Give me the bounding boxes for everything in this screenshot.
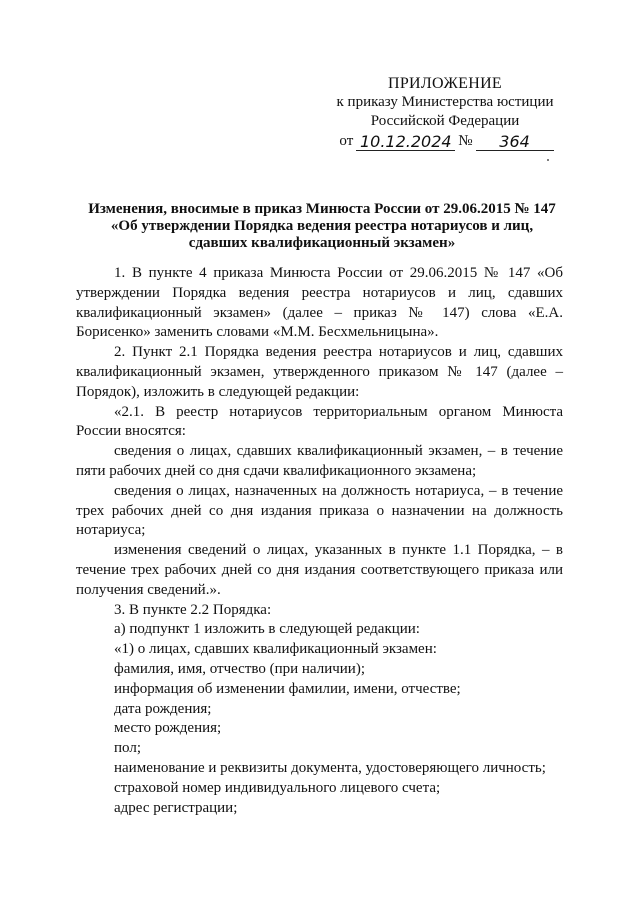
paragraph: изменения сведений о лицах, указанных в пункте 1.1 Порядка, – в течение трех рабочих дней со дня издания соответствующего приказа или получения сведений.».: [76, 542, 563, 598]
paragraph: сведения о лицах, назначенных на должность нотариуса, – в течение трех рабочих дней со дня издания приказа о назначении на должность нотариуса;: [76, 482, 563, 539]
scan-speck: [547, 159, 549, 161]
heading-line-2: «Об утверждении Порядка ведения реестра нотариусов и лиц,: [110, 218, 534, 234]
number-label: №: [458, 133, 473, 149]
paragraph: фамилия, имя, отчество (при наличии);: [114, 660, 365, 677]
heading-line-1: Изменения, вносимые в приказ Минюста России от 29.06.2015 № 147: [88, 201, 556, 217]
paragraph: место рождения;: [114, 720, 222, 737]
paragraph: «1) о лицах, сдавших квалификационный экзамен:: [114, 641, 437, 658]
document-heading: [76, 201, 568, 252]
heading-line-3: сдавших квалификационный экзамен»: [188, 235, 456, 251]
order-number: 364: [476, 133, 554, 151]
appendix-order-line: к приказу Министерства юстиции: [336, 94, 554, 110]
appendix-block: [330, 74, 560, 151]
appendix-title: ПРИЛОЖЕНИЕ: [387, 75, 502, 92]
paragraph: сведения о лицах, сдавших квалификационный экзамен, – в течение пяти рабочих дней со дня сдачи квалификационного экзамена;: [76, 443, 563, 479]
appendix-date-number-line: [330, 132, 560, 151]
paragraph: страховой номер индивидуального лицевого счета;: [114, 779, 441, 796]
paragraph: дата рождения;: [114, 700, 212, 717]
document-body: [76, 264, 563, 818]
appendix-federation-line: Российской Федерации: [370, 113, 520, 129]
paragraph: 2. Пункт 2.1 Порядка ведения реестра нотариусов и лиц, сдавших квалификационный экзамен, утвержденного приказом № 147 (далее – Порядок), изложить в следующей редакции:: [76, 344, 563, 400]
paragraph: информация об изменении фамилии, имени, отчестве;: [114, 680, 461, 697]
paragraph: а) подпункт 1 изложить в следующей редакции:: [114, 621, 420, 638]
order-date: 10.12.2024: [356, 133, 455, 151]
paragraph: 1. В пункте 4 приказа Минюста России от 29.06.2015 № 147 «Об утверждении Порядка ведения реестра нотариусов и лиц, сдавших квалификационный экзамен» (далее – приказ № 147) слова «Е.А. Борисенко» заменить словами «М.М. Бесхмельницына».: [76, 265, 563, 341]
paragraph: 3. В пункте 2.2 Порядка:: [114, 601, 272, 618]
paragraph: адрес регистрации;: [114, 799, 238, 816]
paragraph: наименование и реквизиты документа, удостоверяющего личность;: [114, 759, 546, 776]
paragraph: пол;: [114, 740, 141, 757]
paragraph: «2.1. В реестр нотариусов территориальным органом Минюста России вносятся:: [76, 403, 563, 440]
from-label: от: [339, 133, 354, 149]
